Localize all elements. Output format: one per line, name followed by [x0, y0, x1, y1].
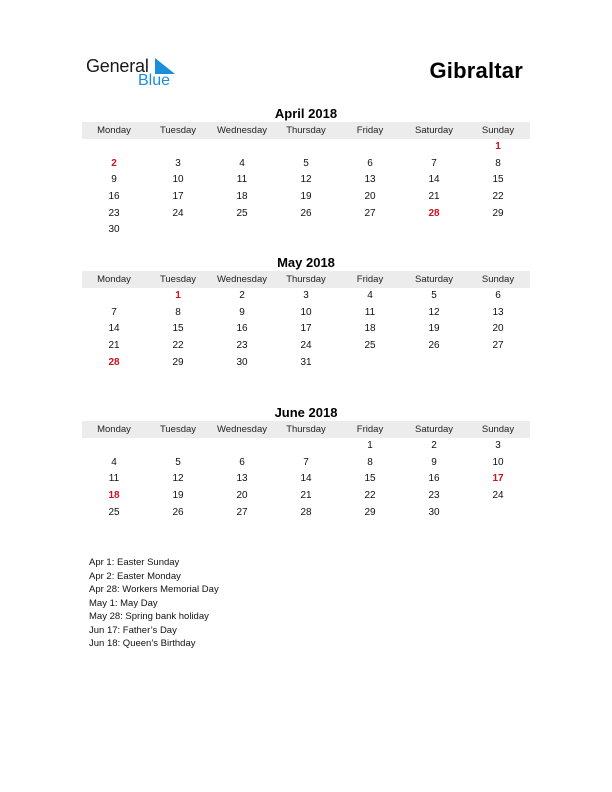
day-cell: 8 — [175, 306, 181, 318]
day-cell: 17 — [172, 191, 184, 203]
day-cell: 22 — [492, 191, 504, 203]
day-cell: 6 — [495, 290, 501, 301]
holiday-notes — [89, 556, 219, 651]
day-cell: 17 — [300, 323, 312, 335]
weekday-label: Wednesday — [217, 274, 267, 285]
day-cell: 12 — [172, 473, 184, 485]
weekday-label: Saturday — [414, 125, 454, 136]
day-cell: 24 — [300, 340, 312, 352]
day-cell: 29 — [492, 207, 504, 219]
day-cell: 31 — [300, 356, 312, 368]
day-cell — [146, 139, 210, 156]
weekday-label: Wednesday — [217, 424, 267, 435]
month-title: June 2018 — [274, 405, 338, 420]
weekday-label: Thursday — [286, 424, 326, 435]
holiday-note: Jun 18: Queen’s Birthday — [89, 638, 196, 649]
day-cell: 23 — [236, 340, 248, 352]
weekday-header-row — [82, 271, 530, 288]
weekday-label: Wednesday — [217, 125, 267, 136]
weekday-label: Tuesday — [159, 125, 197, 136]
day-cell: 1 — [495, 141, 501, 152]
day-cell: 27 — [364, 207, 376, 219]
day-cell: 1 — [367, 440, 373, 451]
day-cell: 24 — [172, 207, 184, 219]
day-cell: 30 — [428, 506, 440, 518]
holiday-note: May 28: Spring bank holiday — [89, 611, 209, 622]
day-cell — [210, 438, 274, 455]
day-cell: 6 — [239, 456, 245, 468]
weekday-label: Saturday — [414, 424, 454, 435]
day-cell: 16 — [108, 191, 120, 203]
day-cell: 16 — [428, 473, 440, 485]
day-cell: 9 — [111, 174, 117, 186]
month-title: May 2018 — [277, 255, 335, 270]
day-cell: 23 — [108, 207, 120, 219]
day-cell — [466, 355, 530, 372]
day-cell: 7 — [111, 306, 117, 318]
week-row — [82, 156, 530, 173]
day-cell: 5 — [175, 456, 181, 468]
holiday-note: Apr 2: Easter Monday — [89, 570, 181, 582]
day-cell: 10 — [172, 174, 184, 186]
day-cell: 30 — [236, 356, 248, 368]
day-cell: 26 — [300, 207, 312, 219]
weekday-label: Friday — [356, 125, 384, 136]
day-cell — [274, 438, 338, 455]
weekday-label: Sunday — [481, 125, 515, 136]
day-cell: 21 — [300, 490, 312, 502]
week-row — [82, 338, 530, 355]
day-cell — [338, 139, 402, 156]
week-row — [82, 438, 530, 455]
brand-logo — [86, 56, 186, 92]
day-cell — [274, 222, 338, 239]
day-cell: 5 — [431, 290, 437, 301]
day-cell: 20 — [236, 490, 248, 502]
day-cell: 3 — [303, 290, 309, 301]
day-cell: 18 — [364, 323, 376, 335]
holiday-note: Apr 28: Workers Memorial Day — [89, 584, 219, 595]
weekday-label: Monday — [97, 125, 131, 136]
day-cell: 21 — [428, 191, 440, 203]
weekday-label: Saturday — [414, 274, 454, 285]
day-cell: 13 — [236, 473, 248, 485]
brand-word-general: General — [86, 56, 149, 76]
holiday-note: May 1: May Day — [89, 597, 158, 609]
day-cell — [274, 139, 338, 156]
day-cell: 13 — [364, 174, 376, 186]
weekday-label: Sunday — [481, 424, 515, 435]
weekday-label: Friday — [356, 274, 384, 285]
day-cell: 3 — [495, 440, 501, 451]
day-cell: 14 — [300, 473, 312, 485]
day-cell: 29 — [172, 356, 184, 368]
day-cell: 27 — [492, 340, 504, 352]
day-cell: 23 — [428, 490, 440, 502]
day-cell: 28 — [428, 207, 440, 219]
week-row — [82, 488, 530, 505]
weekday-label: Thursday — [286, 274, 326, 285]
day-cell: 2 — [239, 290, 245, 301]
weekday-label: Monday — [97, 424, 131, 435]
day-cell: 11 — [364, 306, 376, 318]
day-cell: 28 — [300, 506, 312, 518]
day-cell: 10 — [492, 456, 504, 468]
day-cell — [466, 222, 530, 239]
day-cell: 14 — [428, 174, 440, 186]
holiday-note: Jun 17: Father’s Day — [89, 624, 177, 636]
month-june — [82, 405, 530, 521]
day-cell: 19 — [428, 323, 440, 335]
day-cell — [210, 139, 274, 156]
day-cell: 25 — [236, 207, 248, 219]
day-cell: 30 — [108, 224, 120, 236]
day-cell: 20 — [492, 323, 504, 335]
day-cell: 9 — [239, 306, 245, 318]
day-cell: 8 — [495, 157, 501, 169]
day-cell: 19 — [300, 191, 312, 203]
day-cell: 12 — [428, 306, 440, 318]
weekday-label: Thursday — [286, 125, 326, 136]
day-cell: 8 — [367, 456, 373, 468]
day-cell: 28 — [108, 356, 120, 368]
day-cell: 1 — [175, 290, 181, 301]
day-cell — [402, 222, 466, 239]
day-cell — [146, 222, 210, 239]
day-cell: 16 — [236, 323, 248, 335]
day-cell: 5 — [303, 157, 309, 169]
day-cell — [82, 438, 146, 455]
day-cell: 14 — [108, 323, 120, 335]
day-cell: 17 — [492, 473, 504, 485]
day-cell: 7 — [431, 157, 437, 169]
day-cell: 27 — [236, 506, 248, 518]
day-cell: 15 — [172, 323, 184, 335]
day-cell: 4 — [367, 290, 373, 301]
week-row — [82, 321, 530, 338]
weekday-header-row — [82, 122, 530, 139]
day-cell: 3 — [175, 157, 181, 169]
day-cell: 6 — [367, 157, 373, 169]
day-cell: 19 — [172, 490, 184, 502]
day-cell — [146, 438, 210, 455]
day-cell — [466, 505, 530, 522]
weekday-label: Monday — [97, 274, 131, 285]
weekday-label: Tuesday — [159, 424, 197, 435]
weekday-label: Sunday — [481, 274, 515, 285]
day-cell: 15 — [364, 473, 376, 485]
month-april — [82, 106, 530, 239]
weekday-label: Friday — [356, 424, 384, 435]
day-cell — [402, 355, 466, 372]
day-cell — [82, 288, 146, 305]
week-row — [82, 455, 530, 472]
day-cell: 26 — [428, 340, 440, 352]
week-row — [82, 222, 530, 239]
day-cell — [338, 355, 402, 372]
week-row — [82, 355, 530, 372]
day-cell: 9 — [431, 456, 437, 468]
day-cell: 2 — [431, 440, 437, 451]
day-cell: 25 — [364, 340, 376, 352]
week-row — [82, 471, 530, 488]
day-cell: 24 — [492, 490, 504, 502]
weekday-label: Tuesday — [159, 274, 197, 285]
day-cell: 11 — [108, 473, 120, 485]
day-cell: 12 — [300, 174, 312, 186]
day-cell: 29 — [364, 506, 376, 518]
day-cell: 13 — [492, 306, 504, 318]
day-cell — [402, 139, 466, 156]
week-row — [82, 288, 530, 305]
week-row — [82, 305, 530, 322]
day-cell: 18 — [236, 191, 248, 203]
day-cell: 15 — [492, 174, 504, 186]
week-row — [82, 189, 530, 206]
day-cell: 4 — [239, 157, 245, 169]
day-cell: 21 — [108, 340, 120, 352]
day-cell: 25 — [108, 506, 120, 518]
month-title: April 2018 — [274, 106, 338, 121]
week-row — [82, 206, 530, 223]
day-cell: 2 — [111, 157, 117, 169]
day-cell: 7 — [303, 456, 309, 468]
week-row — [82, 172, 530, 189]
weekday-header-row — [82, 421, 530, 438]
week-row — [82, 505, 530, 522]
day-cell: 26 — [172, 506, 184, 518]
day-cell: 22 — [364, 490, 376, 502]
day-cell: 22 — [172, 340, 184, 352]
day-cell — [210, 222, 274, 239]
day-cell: 18 — [108, 490, 120, 502]
day-cell — [82, 139, 146, 156]
day-cell — [338, 222, 402, 239]
day-cell: 20 — [364, 191, 376, 203]
brand-word-blue: Blue — [138, 72, 171, 89]
holiday-note: Apr 1: Easter Sunday — [89, 557, 180, 568]
day-cell: 10 — [300, 306, 312, 318]
month-may — [82, 255, 530, 371]
day-cell: 11 — [236, 174, 248, 186]
country-title: Gibraltar — [429, 58, 523, 83]
day-cell: 4 — [111, 456, 117, 468]
week-row — [82, 139, 530, 156]
